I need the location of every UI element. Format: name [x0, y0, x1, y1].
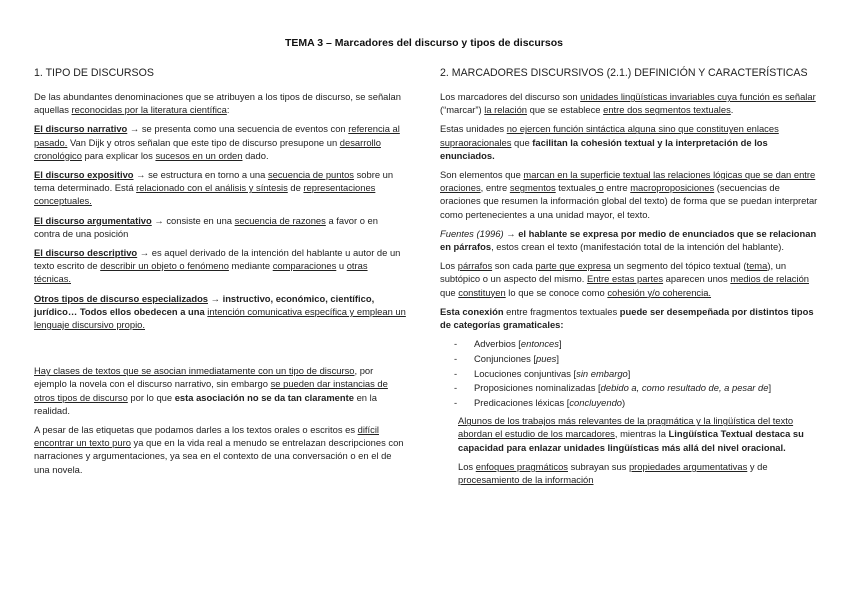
- enfoques-paragraph: [440, 460, 820, 486]
- text: y de: [747, 460, 768, 472]
- example: concluyendo: [569, 397, 623, 409]
- text: que: [440, 286, 459, 298]
- section-2-heading: 2. MARCADORES DISCURSIVOS (2.1.) DEFINICIÓN Y CARACTERÍSTICAS: [440, 67, 808, 79]
- text: entre: [603, 182, 631, 194]
- example: sin embargo: [576, 367, 628, 379]
- text: para explicar los: [81, 149, 156, 161]
- term: El discurso descriptivo: [34, 247, 138, 259]
- text: subrayan sus: [567, 460, 629, 472]
- text: aparecen unos: [663, 273, 731, 285]
- text: en la realidad.: [34, 391, 377, 416]
- text: mediante: [228, 260, 273, 272]
- underlined-text: se pueden dar instancias de otros tipos de discurso: [34, 378, 388, 403]
- text: Adverbios [: [474, 338, 521, 350]
- text: que: [511, 136, 533, 148]
- underlined-text: no ejercen función sintáctica alguna sino que constituyen enlaces supraoracionales: [440, 123, 779, 148]
- underlined-text: procesamiento de la información: [458, 474, 594, 486]
- underlined-text: segmentos: [509, 182, 556, 194]
- text: :: [560, 319, 564, 331]
- bold-text: puede ser desempeñada por distintos tipos de categorías gramaticales: [440, 305, 814, 331]
- text: ]: [627, 367, 631, 379]
- underlined-text: desarrollo cronológico: [34, 136, 381, 161]
- underlined-text: cohesión y/o coherencia.: [607, 286, 712, 298]
- bold-text: facilitan la cohesión textual y la interpretación de los enunciados.: [440, 136, 768, 161]
- list-item: [440, 367, 820, 380]
- underlined-text: referencia al pasado.: [34, 123, 400, 148]
- text: Locuciones conjuntivas [: [474, 367, 577, 379]
- text: Los marcadores del discurso son: [440, 91, 581, 102]
- underlined-text: describir un objeto o fenómeno: [100, 260, 229, 272]
- underlined-text: Algunos de los trabajos más relevantes de la pragmática y la lingüística del texto abordan el estudio de los marcadores: [458, 415, 794, 440]
- term: Otros tipos de discurso especializados: [34, 292, 209, 304]
- underlined-text: medios de relación: [730, 273, 810, 285]
- underlined-text: unidades lingüísticas invariables cuya función es señalar: [580, 91, 816, 102]
- text: a favor o en contra de una posición: [34, 214, 378, 239]
- intro-paragraph: [34, 90, 406, 116]
- example: pues: [536, 352, 557, 364]
- text: , mientras la: [614, 428, 669, 440]
- text: dado.: [242, 149, 269, 161]
- underlined-text: parte que expresa: [535, 260, 611, 272]
- text: , estos crean el texto (manifestación total de la intención del hablante).: [491, 241, 784, 253]
- underlined-text: representaciones conceptuales.: [34, 182, 376, 207]
- underlined-text: difícil encontrar un texto puro: [34, 424, 379, 449]
- text: → consiste en una: [151, 214, 235, 226]
- text: → instructivo, económico, científico, jurídico… Todos ellos obedecen a una: [34, 292, 375, 317]
- list-item: [440, 381, 820, 394]
- clases-paragraph: [34, 364, 406, 417]
- underlined-text: secuencia de razones: [234, 214, 326, 226]
- text: Son elementos que: [440, 169, 524, 181]
- trabajos-paragraph: [440, 414, 820, 454]
- text: → se estructura en torno a una: [133, 169, 268, 181]
- category-list: [440, 337, 820, 409]
- text: , entre: [480, 182, 510, 194]
- citation: Fuentes (1996): [440, 227, 504, 239]
- text: ya que en la vida real a menudo se entrelazan descripciones con narraciones y argumentaciones, ya sea en el contexto de una conversación o en el de una novela.: [34, 437, 404, 475]
- pesar-paragraph: [34, 423, 406, 476]
- otros-paragraph: [34, 292, 406, 332]
- underlined-text: relacionado con el análisis y síntesis: [136, 182, 288, 194]
- list-item: [440, 396, 820, 409]
- expositivo-paragraph: [34, 168, 406, 208]
- text: son cada: [492, 260, 536, 272]
- bold-text: Esta conexión: [440, 305, 504, 317]
- text: un segmento del tópico textual (: [610, 260, 747, 272]
- underlined-text: enfoques pragmáticos: [475, 460, 568, 472]
- narrativo-paragraph: [34, 122, 406, 162]
- definition-paragraph: [440, 90, 820, 116]
- example: entonces: [520, 338, 559, 350]
- text: Conjunciones [: [474, 352, 537, 364]
- underlined-text: o: [595, 182, 604, 194]
- text: ): [622, 397, 626, 409]
- text: :: [226, 104, 230, 116]
- underlined-text: constituyen: [458, 286, 506, 298]
- text: → se presenta como una secuencia de eventos con: [127, 123, 349, 135]
- right-column: [440, 66, 820, 492]
- argumentativo-paragraph: [34, 214, 406, 240]
- example: debido a, como resultado de, a pesar de: [600, 382, 769, 394]
- text: .: [730, 104, 734, 116]
- text: , por ejemplo la novela con el discurso narrativo, sin embargo: [34, 365, 374, 390]
- text: De las abundantes denominaciones que se atribuyen a los tipos de discurso, se señalan aquellas: [34, 91, 401, 116]
- text: → es aquel derivado de la intención del hablante u autor de un texto escrito de: [34, 247, 401, 272]
- text: entre fragmentos textuales: [503, 305, 620, 317]
- bold-text: esta asociación no se da tan claramente: [174, 391, 354, 403]
- left-column: [34, 66, 406, 482]
- parrafos-paragraph: [440, 259, 820, 299]
- underlined-text: macroproposiciones: [630, 182, 715, 194]
- underlined-text: marcan en la superficie textual las relaciones lógicas que se dan entre oraciones: [440, 169, 816, 194]
- text: Predicaciones léxicas [: [474, 397, 570, 409]
- text: sobre un tema determinado. Está: [34, 169, 394, 194]
- text: por lo que: [127, 391, 175, 403]
- underlined-text: sucesos en un orden: [155, 149, 243, 161]
- section-1-heading: 1. TIPO DE DISCURSOS: [34, 67, 154, 79]
- bold-text: Lingüística Textual destaca su capacidad para enlazar unidades lingüísticas más allá del nivel oracional.: [458, 428, 804, 453]
- underlined-text: párrafos: [457, 260, 493, 272]
- underlined-text: Hay clases de textos que se asocian inmediatamente con un tipo de discurso: [34, 365, 355, 377]
- text: ), un subtópico o un aspecto del mismo.: [440, 260, 787, 285]
- text: lo que se conoce como: [505, 286, 608, 298]
- text: ]: [558, 338, 562, 350]
- underlined-text: Entre estas partes: [586, 273, 664, 285]
- fuentes-paragraph: [440, 227, 820, 253]
- underlined-text: tema: [746, 260, 768, 272]
- text: (secuencias de oraciones que resumen la información global del texto) de forma que se puedan interpretar como pertenecientes a una unidad mayor, el texto.: [440, 182, 818, 220]
- text: A pesar de las etiquetas que podamos darles a los textos orales o escritos es: [34, 424, 358, 436]
- document-title: TEMA 3 – Marcadores del discurso y tipos de discursos: [285, 37, 563, 49]
- underlined-text: entre dos segmentos textuales: [603, 104, 731, 116]
- list-item: [440, 337, 820, 350]
- units-paragraph: [440, 122, 820, 162]
- text: ]: [556, 352, 559, 364]
- underlined-text: secuencia de puntos: [267, 169, 354, 181]
- elements-paragraph: [440, 168, 820, 221]
- text: Estas unidades: [440, 123, 507, 135]
- underlined-text: propiedades argumentativas: [628, 460, 748, 472]
- text: que se establece: [527, 104, 604, 116]
- underlined-text: reconocidas por la literatura científica: [71, 104, 227, 116]
- underlined-text: la relación: [484, 104, 527, 116]
- text: Proposiciones nominalizadas [: [474, 382, 601, 394]
- list-item: [440, 352, 820, 365]
- text: textuales: [555, 182, 596, 194]
- underlined-text: otras técnicas.: [34, 260, 368, 285]
- text: de: [287, 182, 304, 194]
- term: El discurso expositivo: [34, 169, 134, 181]
- bold-text: el hablante se expresa por medio de enunciados que se relacionan en párrafos: [440, 227, 817, 253]
- conexion-paragraph: [440, 305, 820, 331]
- term: El discurso argumentativo: [34, 214, 152, 226]
- text: →: [503, 227, 519, 239]
- underlined-text: comparaciones: [272, 260, 337, 272]
- underlined-text: intención comunicativa específica y emplean un lenguaje discursivo propio.: [34, 305, 406, 331]
- text: Los: [440, 260, 458, 272]
- text: Los: [458, 460, 476, 472]
- text: Van Dijk y otros señalan que este tipo de discurso presupone un: [67, 136, 340, 148]
- descriptivo-paragraph: [34, 246, 406, 286]
- text: u: [336, 260, 347, 272]
- term: El discurso narrativo: [34, 123, 128, 135]
- spacer: [34, 337, 406, 364]
- text: ]: [768, 382, 772, 394]
- text: (“marcar”): [440, 104, 485, 116]
